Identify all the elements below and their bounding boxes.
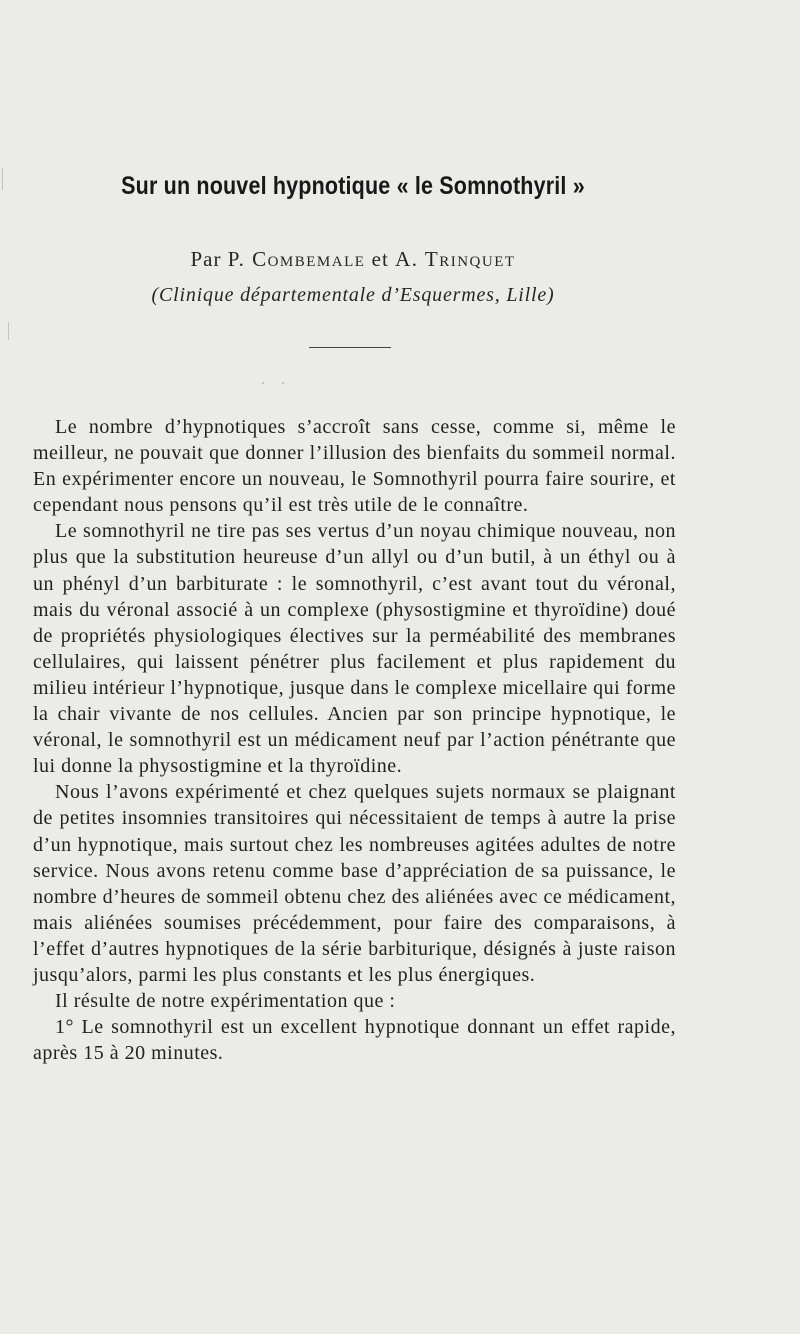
author-2: A. Trinquet	[395, 247, 516, 271]
authors-prefix: Par	[190, 247, 222, 271]
scan-artifact	[2, 168, 3, 190]
paragraph-1: Le nombre d’hypnotiques s’accroît sans cesse, comme si, même le meilleur, ne pouvait que donner l’illusion des bienfaits du sommeil normal. En expérimenter encore un nouveau, le Somnothyril pourra faire sourire, et cependant nous pensons qu’il est très utile de le connaître.	[33, 416, 676, 517]
article-body	[33, 414, 676, 1066]
scan-artifact	[282, 382, 284, 384]
scan-artifact	[262, 382, 264, 384]
section-divider	[309, 347, 391, 348]
paragraph-3: Nous l’avons expérimenté et chez quelques sujets normaux se plaignant de petites insomnies transitoires qui nécessitaient de temps à autre la prise d’un hypnotique, mais surtout chez les nombreuses agitées adultes de notre service. Nous avons retenu comme base d’appréciation de sa puissance, le nombre d’heures de sommeil obtenu chez des aliénées avec ce médicament, mais aliénées soumises précédemment, pour faire des comparaisons, à l’effet d’autres hypnotiques de la série barbiturique, désignés à juste raison jusqu’alors, parmi les plus constants et les plus énergiques.	[33, 781, 676, 986]
paragraph-5: 1° Le somnothyril est un excellent hypnotique donnant un effet rapide, après 15 à 20 minutes.	[33, 1016, 676, 1065]
paragraph-4: Il résulte de notre expérimentation que :	[55, 990, 396, 1013]
article-title: Sur un nouvel hypnotique « le Somnothyril »	[121, 172, 585, 200]
paragraph-2: Le somnothyril ne tire pas ses vertus d’un noyau chimique nouveau, non plus que la substitution heureuse d’un allyl ou d’un butil, à un éthyl ou à un phényl d’un barbiturate : le somnothyril, c’est avant tout du véronal, mais du véronal associé à un complexe (physostigmine et thyroïdine) doué de propriétés physiologiques électives sur la perméabilité des membranes cellulaires, qui laissent pénétrer plus facilement et plus rapidement du milieu intérieur l’hypnotique, jusque dans le complexe micellaire qui forme la chair vivante de nos cellules. Ancien par son principe hypnotique, le véronal, le somnothyril est un médicament neuf par l’action pénétrante que lui donne la physostigmine et la thyroïdine.	[33, 520, 676, 778]
authors-conjunction: et	[371, 247, 389, 271]
author-1: P. Combemale	[227, 247, 366, 271]
scan-artifact	[8, 322, 9, 340]
article-affiliation: (Clinique départementale d’Esquermes, Lille)	[151, 284, 555, 306]
article-authors	[0, 247, 706, 272]
